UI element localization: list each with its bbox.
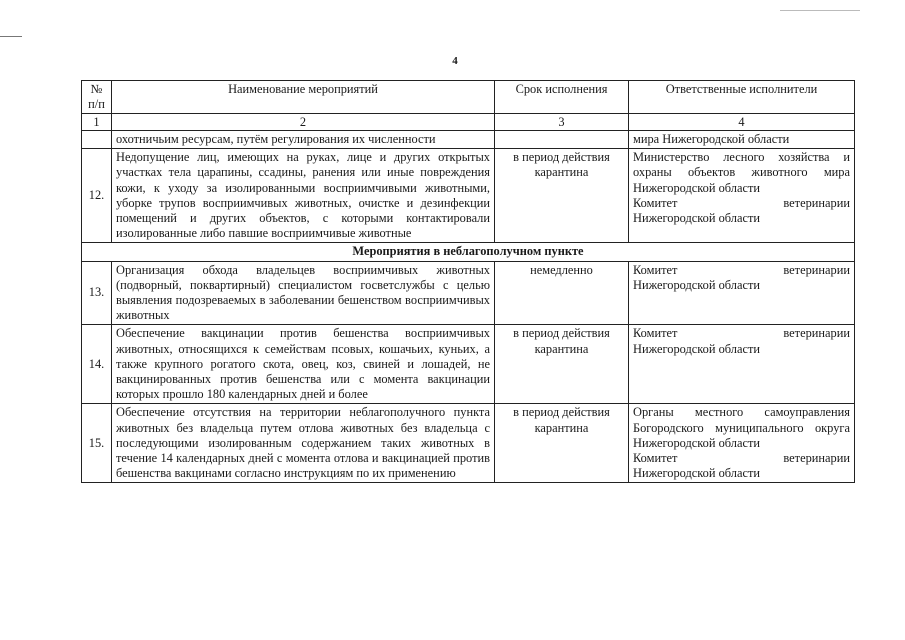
responsible-committee [633, 196, 850, 211]
measure-term: в период действия карантина [495, 325, 629, 404]
measure-term: в период действия карантина [495, 404, 629, 483]
table-row-13 [82, 261, 855, 325]
committee-word: Комитет [633, 195, 678, 210]
responsible-committee [633, 451, 850, 466]
scan-mark-top-left [0, 36, 22, 37]
measure-responsible [629, 325, 855, 404]
table-row-15 [82, 404, 855, 483]
header-deadline: Срок исполнения [495, 81, 629, 114]
row-number: 12. [82, 149, 112, 243]
row-number: 15. [82, 404, 112, 483]
responsible-region: Нижегородской области [633, 341, 761, 356]
header-measure-name: Наименование мероприятий [112, 81, 495, 114]
measure-responsible: мира Нижегородской области [629, 131, 855, 149]
header-number: № п/п [82, 81, 112, 114]
column-numbers-row [82, 114, 855, 131]
measure-description: Недопущение лиц, имеющих на руках, лице и других открытых участках тела царапины, ссадины, ранения или иные повреждения кожи, к уходу за изолированными восприимчивыми животными, уборке трупов восприимчивых животных, очистке и дезинфекции помещений и других объектов, с которыми контактировали изолированные либо павшие восприимчивые животные [112, 149, 495, 243]
measure-term: немедленно [495, 261, 629, 325]
column-number-3: 3 [495, 114, 629, 131]
row-number-empty [82, 131, 112, 149]
measure-description: Организация обхода владельцев восприимчивых животных (подворный, поквартирный) специалистом госветслужбы с целью выявления подозреваемых в заболевании бешенством восприимчивых животных [112, 261, 495, 325]
measure-responsible [629, 261, 855, 325]
column-number-4: 4 [629, 114, 855, 131]
page-number: 4 [452, 55, 458, 67]
veterinary-word: ветеринарии [783, 326, 850, 341]
table-row-14 [82, 325, 855, 404]
row-number: 14. [82, 325, 112, 404]
measure-description: Обеспечение отсутствия на территории неблагополучного пункта животных без владельца путем отлова животных без владельца с последующими изолированным содержанием таких животных в течение 14 календарных дней с момента отлова и вакцинацией против бешенства вакцинами согласно инструкциям по их применению [112, 404, 495, 483]
measure-term-empty [495, 131, 629, 149]
table-header-row [82, 81, 855, 114]
responsible-region: Нижегородской области [633, 211, 761, 226]
measure-description: охотничьим ресурсам, путём регулирования их численности [112, 131, 495, 149]
committee-word: Комитет [633, 326, 678, 341]
responsible-region: Нижегородской области [633, 466, 761, 481]
section-row [82, 243, 855, 261]
veterinary-word: ветеринарии [783, 451, 850, 466]
responsible-ministry: Министерство лесного хозяйства и охраны объектов животного мира Нижегородской области [633, 150, 850, 195]
veterinary-word: ветеринарии [783, 195, 850, 210]
responsible-region: Нижегородской области [633, 277, 761, 292]
committee-word: Комитет [633, 262, 678, 277]
veterinary-word: ветеринарии [783, 262, 850, 277]
responsible-committee [633, 263, 850, 278]
measure-responsible [629, 404, 855, 483]
scan-mark-top-right [780, 10, 860, 11]
row-number: 13. [82, 261, 112, 325]
responsible-committee [633, 326, 850, 341]
table-row-continued [82, 131, 855, 149]
section-title: Мероприятия в неблагополучном пункте [82, 243, 855, 261]
committee-word: Комитет [633, 451, 678, 466]
measure-term: в период действия карантина [495, 149, 629, 243]
column-number-2: 2 [112, 114, 495, 131]
measures-table [81, 80, 855, 483]
column-number-1: 1 [82, 114, 112, 131]
responsible-local-government: Органы местного самоуправления Богородского муниципального округа Нижегородской области [633, 405, 850, 450]
header-responsible: Ответственные исполнители [629, 81, 855, 114]
measure-responsible [629, 149, 855, 243]
measure-description: Обеспечение вакцинации против бешенства восприимчивых животных, относящихся к семействам псовых, кошачьих, куньих, а также крупного рогатого скота, овец, коз, свиней и лошадей, не вакцинированных против бешенства или с момента вакцинации которых прошло 180 календарных дней и более [112, 325, 495, 404]
table-row-12 [82, 149, 855, 243]
